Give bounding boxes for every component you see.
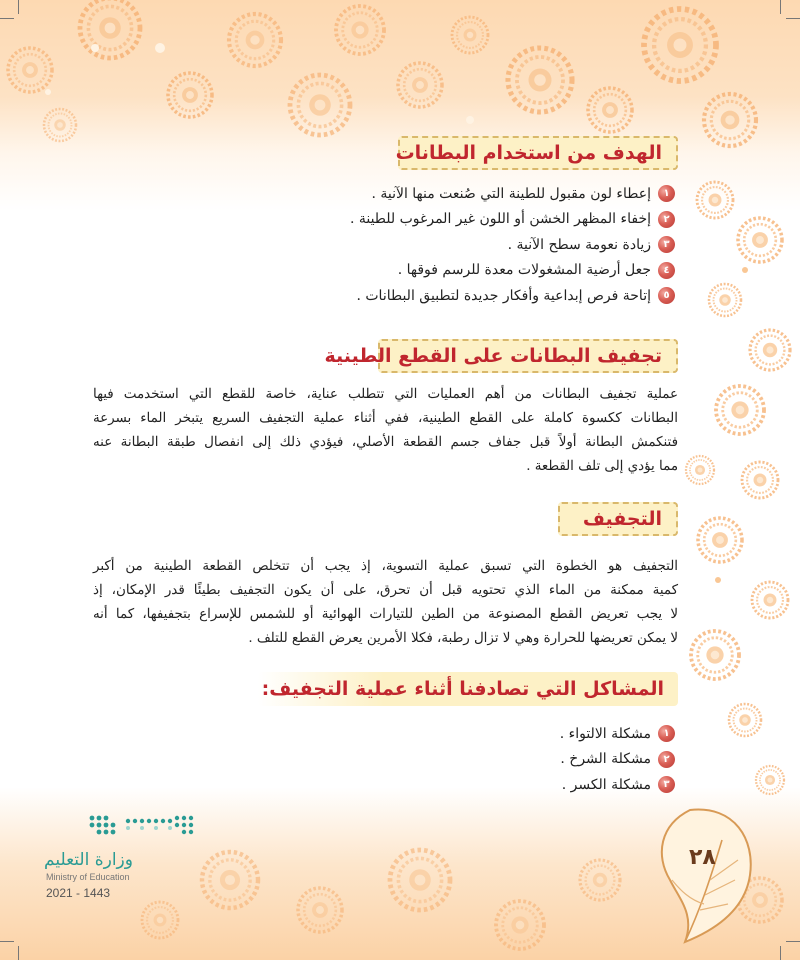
crop-mark	[18, 0, 19, 14]
number-bullet: ٤	[658, 262, 675, 279]
section-heading-purpose	[395, 136, 678, 170]
list-item-text: إخفاء المظهر الخشن أو اللون غير المرغوب للطينة .	[349, 211, 651, 228]
purpose-list	[350, 181, 675, 309]
list-item-text: إتاحة فرص إبداعية وأفكار جديدة لتطبيق البطانات .	[356, 287, 651, 304]
crop-mark	[780, 0, 781, 14]
heading-text: الهدف من استخدام البطانات	[395, 142, 662, 164]
number-bullet: ٣	[658, 236, 675, 253]
crop-mark	[0, 941, 14, 942]
number-bullet: ٥	[658, 287, 675, 304]
list-item	[560, 721, 675, 747]
crop-mark	[780, 946, 781, 960]
list-item	[350, 283, 675, 309]
list-item	[560, 747, 675, 773]
list-item	[350, 232, 675, 258]
paragraph-drying-slips	[93, 383, 678, 479]
edition-year: 2021 - 1443	[46, 886, 111, 900]
page-number: ٢٨	[689, 845, 716, 870]
paragraph-drying	[93, 555, 678, 651]
number-bullet: ٢	[658, 211, 675, 228]
ministry-name: وزارة التعليم	[44, 850, 133, 870]
paragraph-line: البطانات ككسوة كاملة على القطع الطينية، ففي أثناء عملية التجفيف السريع يتبخر الماء بسرعة	[93, 411, 678, 426]
section-heading-drying	[558, 502, 678, 536]
paragraph-line: لا يمكن تعريضها للحرارة وهي لا تزال رطبة، فكلا الأمرين يعرض القطع للتلف .	[248, 631, 678, 646]
list-item	[350, 258, 675, 284]
list-item-text: مشكلة الالتواء .	[559, 725, 651, 742]
number-bullet: ١	[658, 185, 675, 202]
heading-text: التجفيف	[582, 508, 662, 530]
crop-mark	[18, 946, 19, 960]
list-item-text: زيادة نعومة سطح الآنية .	[507, 236, 651, 253]
number-bullet: ٢	[658, 751, 675, 768]
paragraph-line: لا يجب تعريض القطع المصنوعة من الطين للتيارات الهوائية أو للشمس للإسراع بتجفيفها، كما أنه	[93, 607, 678, 622]
list-item	[350, 207, 675, 233]
list-item-text: إعطاء لون مقبول للطينة التي صُنعت منها الآنية .	[371, 185, 651, 202]
crop-mark	[786, 941, 800, 942]
leaf-icon	[650, 800, 760, 950]
paragraph-line: التجفيف هو الخطوة التي تسبق عملية التسوية، إذ يجب أن تتخلص القطعة الطينية من أكبر	[93, 559, 678, 574]
ministry-name-en: Ministry of Education	[46, 872, 130, 882]
heading-text: المشاكل التي تصادفنا أثناء عملية التجفيف:	[261, 678, 664, 700]
list-item-text: مشكلة الكسر .	[561, 776, 651, 793]
heading-text: تجفيف البطانات على القطع الطينية	[324, 345, 662, 367]
number-bullet: ٣	[658, 776, 675, 793]
list-item	[350, 181, 675, 207]
paragraph-line: كمية ممكنة من الماء الذي تحتويه قبل أن تحرق، على أن يكون التجفيف بطيئًا قدر الإمكان، إذ	[93, 583, 678, 598]
paragraph-line: مما يؤدي إلى تلف القطعة .	[526, 459, 678, 474]
section-heading-drying-slips	[324, 339, 678, 373]
problems-list	[560, 721, 675, 798]
paragraph-line: عملية تجفيف البطانات من أهم العمليات التي تتطلب عناية، خاصة للقطع التي استخدمت فيها	[93, 387, 678, 402]
crop-mark	[786, 18, 800, 19]
section-heading-problems	[258, 672, 678, 706]
crop-mark	[0, 18, 14, 19]
list-item-text: جعل أرضية المشغولات معدة للرسم فوقها .	[397, 262, 651, 279]
list-item-text: مشكلة الشرخ .	[560, 751, 651, 768]
ministry-dots-icon	[86, 810, 226, 844]
paragraph-line: فتنكمش البطانة أولاً قبل جفاف جسم القطعة الأصلي، فيؤدي ذلك إلى انفصال طبقة البطانة عنه	[93, 435, 678, 450]
number-bullet: ١	[658, 725, 675, 742]
list-item	[560, 772, 675, 798]
